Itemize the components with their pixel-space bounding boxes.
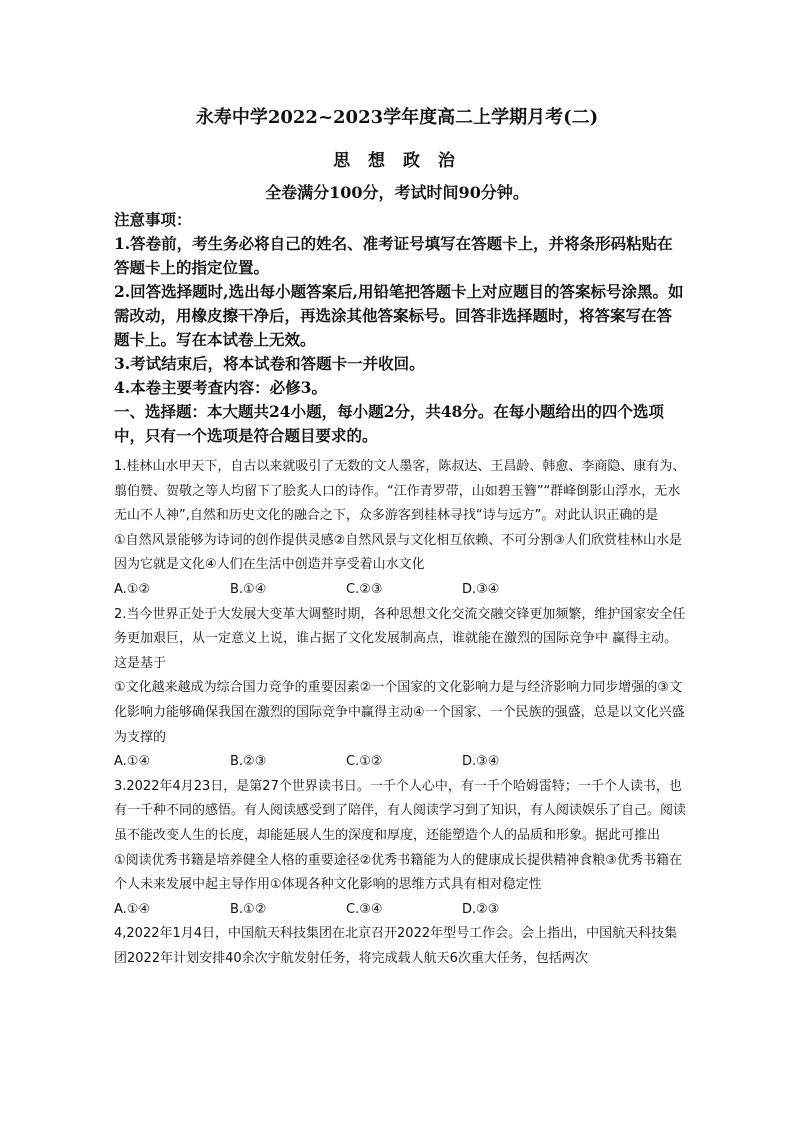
score-line: 全卷满分100分，考试时间90分钟。 bbox=[265, 183, 529, 202]
option-c: C.②③ bbox=[346, 581, 383, 597]
option-b: B.①② bbox=[230, 901, 267, 917]
option-a: A.①② bbox=[114, 581, 151, 597]
option-d: D.③④ bbox=[462, 581, 500, 597]
question-statements: ①阅读优秀书籍是培养健全人格的重要途径②优秀书籍能为人的健康成长提供精神食粮③优秀书籍在个人未来发展中起主导作用①体现各种文化影响的思维方式具有相对稳定性 bbox=[114, 852, 682, 893]
questions-section bbox=[114, 455, 686, 971]
question-statements: ①文化越来越成为综合国力竞争的重要因素②一个国家的文化影响力是与经济影响力同步增强的③文化影响力能够确保我国在激烈的国际竞争中赢得主动④一个国家、一个民族的强盛，总是以文化兴盛为支撑的 bbox=[114, 680, 685, 745]
question-4 bbox=[114, 922, 686, 971]
answer-options bbox=[114, 750, 686, 775]
note-item: 3.考试结束后，将本试卷和答题卡一并收回。 bbox=[114, 354, 425, 373]
question-stem: 1.桂林山水甲天下，自古以来就吸引了无数的文人墨客，陈叔达、王昌龄、韩愈、李商隐、康有为、翦伯赞、贺敬之等人均留下了脍炙人口的诗作。“江作青罗带，山如碧玉簪”“群峰倒影山浮水，无水无山不人神”,自然和历史文化的融合之下，众多游客到桂林寻找“诗与远方”。对此认识正确的是 bbox=[114, 459, 686, 524]
question-stem: 4,2022年1月4日，中国航天科技集团在北京召开2022年型号工作会。会上指出，中国航天科技集团2022年计划安排40余次宇航发射任务，将完成载人航天6次重大任务，包括两次 bbox=[114, 926, 678, 966]
question-stem: 3.2022年4月23日，是第27个世界读书日。一千个人心中，有一千个哈姆雷特；一千个人读书，也有一千种不同的感悟。有人阅读感受到了陪伴，有人阅读学习到了知识，有人阅读娱乐了自己。阅读虽不能改变人生的长度，却能延展人生的深度和厚度，还能塑造个人的品质和形象。据此可推出 bbox=[114, 778, 687, 843]
option-a: A.①④ bbox=[114, 901, 151, 917]
answer-options bbox=[114, 578, 686, 603]
option-a: A.①④ bbox=[114, 754, 151, 770]
option-b: B.②③ bbox=[230, 754, 267, 770]
question-statements: ①自然风景能够为诗词的创作提供灵感②自然风景与文化相互依赖、不可分割③人们欣赏桂林山水是因为它就是文化④人们在生活中创造并享受着山水文化 bbox=[114, 532, 682, 573]
exam-title: 永寿中学2022~2023学年度高二上学期月考(二) bbox=[195, 107, 599, 128]
notes-section bbox=[114, 208, 686, 448]
option-d: D.③④ bbox=[462, 754, 500, 770]
question-1 bbox=[114, 455, 686, 603]
question-2 bbox=[114, 603, 686, 775]
notes-heading: 注意事项： bbox=[114, 210, 192, 229]
note-item: 2.回答选择题时,选出每小题答案后,用铅笔把答题卡上对应题目的答案标号涂黑。如需改动，用橡皮擦干净后，再选涂其他答案标号。回答非选择题时，将答案写在答题卡上。写在本试卷上无效。 bbox=[114, 282, 684, 349]
question-3 bbox=[114, 775, 686, 923]
note-item: 4.本卷主要考查内容：必修3。 bbox=[114, 378, 327, 397]
answer-options bbox=[114, 898, 686, 923]
subject-title: 思 想 政 治 bbox=[333, 151, 461, 171]
note-item: 1.答卷前，考生务必将自己的姓名、准考证号填写在答题卡上，并将条形码粘贴在答题卡上的指定位置。 bbox=[114, 234, 673, 277]
section-heading: 一、选择题：本大题共24小题，每小题2分，共48分。在每小题给出的四个选项中，只有一个选项是符合题目要求的。 bbox=[114, 402, 664, 445]
question-stem: 2.当今世界正处于大发展大变革大调整时期，各种思想文化交流交融交锋更加频繁，维护国家安全任务更加艰巨，从一定意义上说，谁占据了文化发展制高点，谁就能在激烈的国际竞争中 赢得主动。这是基于 bbox=[114, 606, 686, 671]
option-c: C.③④ bbox=[346, 901, 383, 917]
option-d: D.②③ bbox=[462, 901, 500, 917]
option-c: C.①② bbox=[346, 754, 383, 770]
option-b: B.①④ bbox=[230, 581, 267, 597]
